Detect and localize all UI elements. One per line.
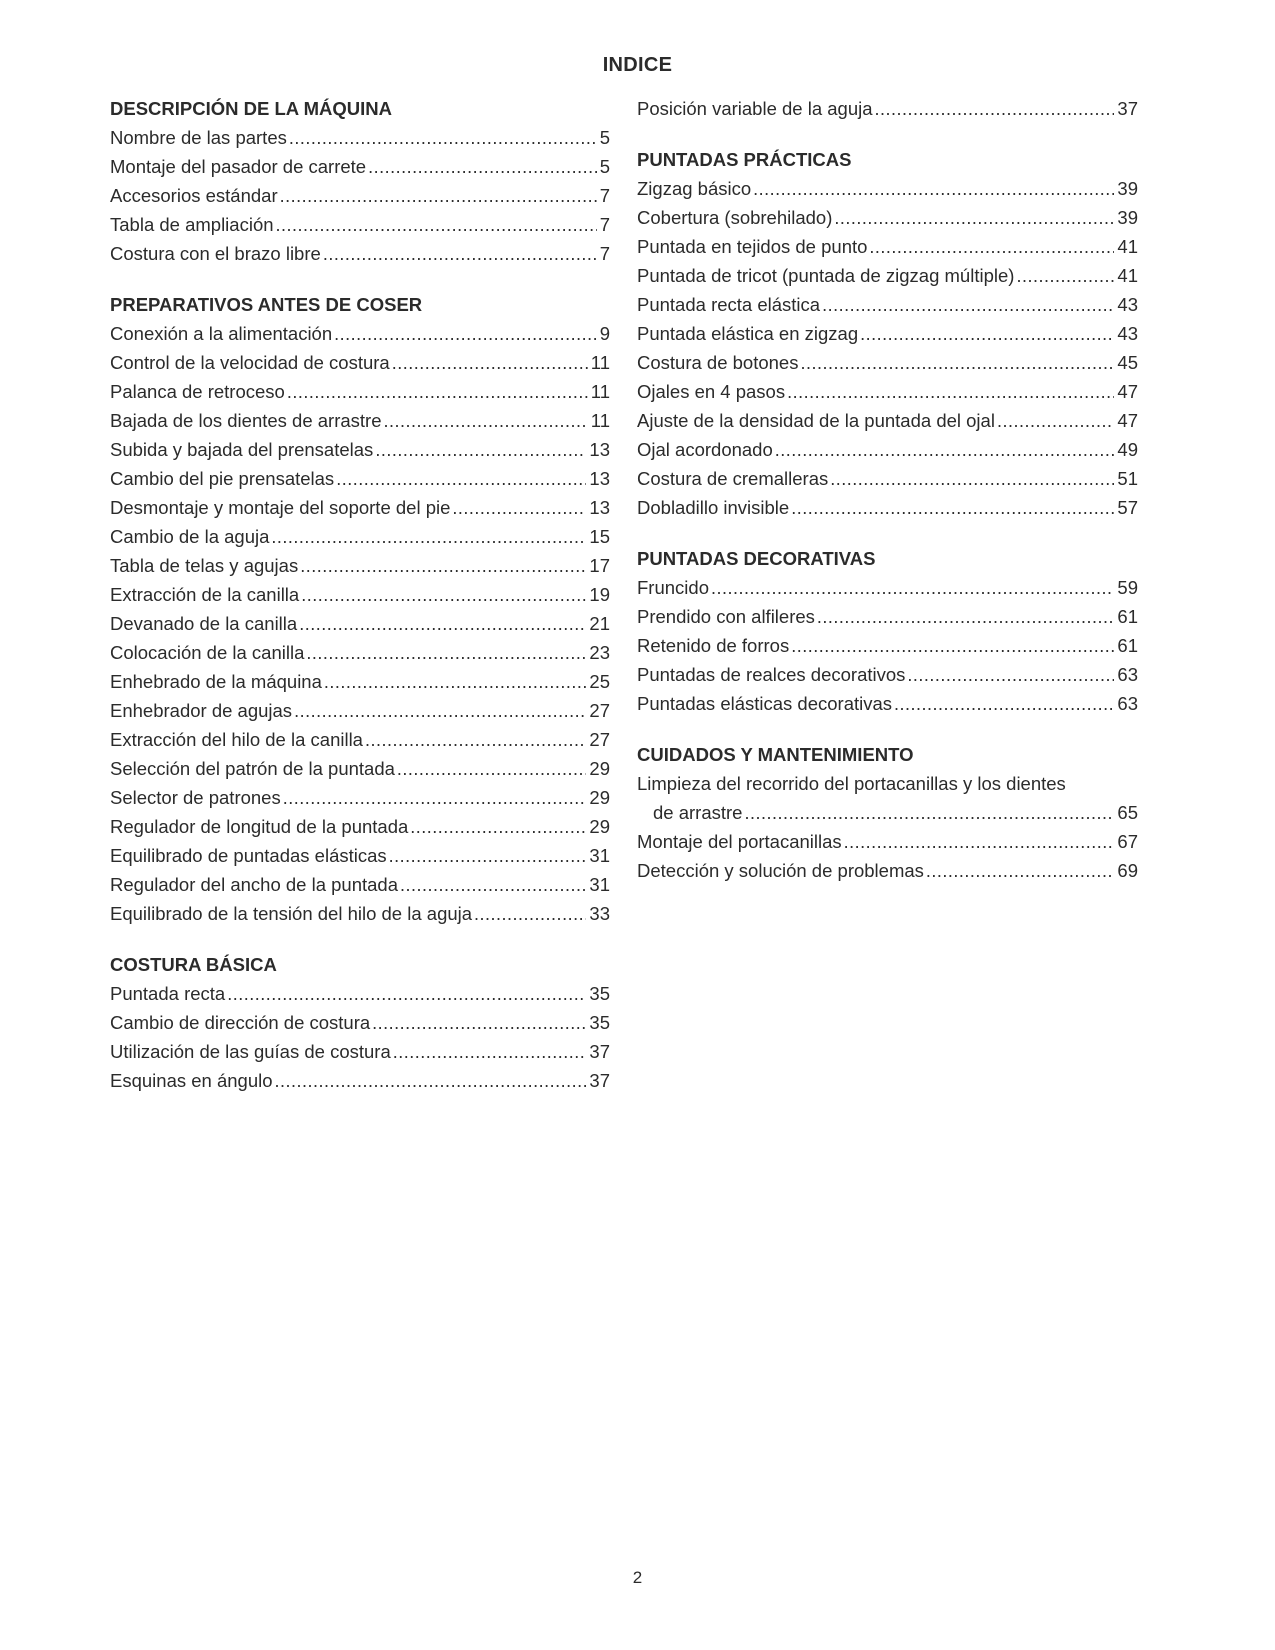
toc-entry[interactable] <box>110 435 610 464</box>
entry-page: 21 <box>589 613 610 634</box>
entry-label: Puntadas elásticas decorativas <box>637 693 893 714</box>
entry-label: de arrastre <box>653 802 743 823</box>
dot-leader <box>392 349 588 378</box>
entry-label: Selección del patrón de la puntada <box>110 758 395 779</box>
toc-section-cuidados <box>637 740 1138 885</box>
section-heading: PUNTADAS PRÁCTICAS <box>637 149 852 170</box>
toc-entry[interactable] <box>637 798 1138 827</box>
dot-leader <box>336 465 586 494</box>
dot-leader <box>775 436 1115 465</box>
entry-page: 43 <box>1117 323 1138 344</box>
toc-entry-first-line[interactable]: Limpieza del recorrido del portacanillas y los dientes <box>637 773 1066 794</box>
dot-leader <box>711 574 1114 603</box>
entry-label: Regulador del ancho de la puntada <box>110 874 399 895</box>
entry-page: 31 <box>589 874 610 895</box>
toc-entry[interactable] <box>110 696 610 725</box>
entry-label: Desmontaje y montaje del soporte del pie <box>110 497 451 518</box>
entry-page: 65 <box>1117 802 1138 823</box>
entry-label: Costura de botones <box>637 352 799 373</box>
toc-entry[interactable] <box>110 181 610 210</box>
entry-label: Control de la velocidad de costura <box>110 352 390 373</box>
dot-leader <box>817 603 1115 632</box>
toc-entry[interactable] <box>637 602 1138 631</box>
dot-leader <box>926 857 1115 886</box>
entry-label: Prendido con alfileres <box>637 606 815 627</box>
dot-leader <box>400 871 586 900</box>
page-title: INDICE <box>602 54 673 76</box>
entry-page: 41 <box>1117 265 1138 286</box>
entry-label: Colocación de la canilla <box>110 642 305 663</box>
entry-page: 57 <box>1117 497 1138 518</box>
entry-label: Regulador de longitud de la puntada <box>110 816 409 837</box>
toc-section-costura-basica <box>110 950 610 1095</box>
toc-entry[interactable] <box>110 667 610 696</box>
dot-leader <box>289 124 597 153</box>
entry-label: Cobertura (sobrehilado) <box>637 207 833 228</box>
toc-entry[interactable] <box>110 493 610 522</box>
toc-entry[interactable] <box>110 870 610 899</box>
entry-page: 51 <box>1117 468 1138 489</box>
toc-section-descripcion <box>110 94 610 268</box>
entry-label: Nombre de las partes <box>110 127 287 148</box>
entry-label: Subida y bajada del prensatelas <box>110 439 374 460</box>
entry-label: Cambio de dirección de costura <box>110 1012 371 1033</box>
entry-page: 15 <box>589 526 610 547</box>
toc-entry[interactable] <box>637 290 1138 319</box>
entry-label: Retenido de forros <box>637 635 790 656</box>
toc-entry[interactable] <box>637 856 1138 885</box>
entry-label: Conexión a la alimentación <box>110 323 333 344</box>
toc-entry[interactable] <box>110 1008 610 1037</box>
entry-page: 61 <box>1117 635 1138 656</box>
dot-leader <box>300 552 586 581</box>
dot-leader <box>787 378 1114 407</box>
entry-label: Puntada en tejidos de punto <box>637 236 868 257</box>
entry-label: Puntada recta <box>110 983 226 1004</box>
dot-leader <box>334 320 597 349</box>
entry-label: Devanado de la canilla <box>110 613 298 634</box>
dot-leader <box>869 233 1114 262</box>
toc-entry[interactable] <box>110 210 610 239</box>
toc-entry[interactable] <box>637 94 1138 123</box>
entry-page: 7 <box>599 243 610 264</box>
toc-section-puntadas-decorativas <box>637 544 1138 718</box>
dot-leader <box>744 799 1114 828</box>
section-heading: PREPARATIVOS ANTES DE COSER <box>110 294 423 315</box>
entry-page: 59 <box>1117 577 1138 598</box>
entry-page: 47 <box>1117 410 1138 431</box>
toc-section-preparativos <box>110 290 610 928</box>
entry-page: 27 <box>589 700 610 721</box>
dot-leader <box>894 690 1114 719</box>
entry-label: Bajada de los dientes de arrastre <box>110 410 382 431</box>
dot-leader <box>397 755 587 784</box>
entry-page: 63 <box>1117 664 1138 685</box>
toc-entry[interactable] <box>110 979 610 1008</box>
toc-entry[interactable] <box>110 609 610 638</box>
entry-label: Montaje del pasador de carrete <box>110 156 367 177</box>
toc-entry[interactable] <box>637 827 1138 856</box>
toc-entry[interactable] <box>110 406 610 435</box>
entry-page: 11 <box>590 352 610 373</box>
entry-page: 27 <box>589 729 610 750</box>
toc-entry[interactable] <box>637 464 1138 493</box>
entry-page: 67 <box>1117 831 1138 852</box>
toc-section-continued <box>637 94 1138 123</box>
toc-entry[interactable] <box>110 377 610 406</box>
entry-label: Esquinas en ángulo <box>110 1070 273 1091</box>
toc-entry[interactable] <box>110 580 610 609</box>
toc-entry[interactable] <box>637 631 1138 660</box>
dot-leader <box>299 610 586 639</box>
entry-label: Costura con el brazo libre <box>110 243 321 264</box>
entry-page: 13 <box>589 439 610 460</box>
dot-leader <box>791 494 1114 523</box>
dot-leader <box>997 407 1114 436</box>
entry-label: Montaje del portacanillas <box>637 831 842 852</box>
entry-page: 13 <box>589 468 610 489</box>
entry-label: Ajuste de la densidad de la puntada del ojal <box>637 410 995 431</box>
toc-entry[interactable] <box>110 899 610 928</box>
dot-leader <box>384 407 588 436</box>
section-heading: DESCRIPCIÓN DE LA MÁQUINA <box>110 98 392 119</box>
entry-label: Costura de cremalleras <box>637 468 829 489</box>
toc-entry[interactable] <box>637 261 1138 290</box>
dot-leader <box>276 211 597 240</box>
entry-page: 35 <box>589 983 610 1004</box>
entry-label: Enhebrado de la máquina <box>110 671 322 692</box>
dot-leader <box>389 842 587 871</box>
toc-entry[interactable] <box>637 203 1138 232</box>
dot-leader <box>907 661 1114 690</box>
toc-entry[interactable] <box>637 174 1138 203</box>
toc-entry[interactable] <box>110 754 610 783</box>
toc-entry[interactable] <box>110 152 610 181</box>
dot-leader <box>323 240 597 269</box>
entry-page: 19 <box>589 584 610 605</box>
dot-leader <box>283 784 587 813</box>
toc-entry[interactable] <box>110 783 610 812</box>
toc-entry[interactable] <box>110 638 610 667</box>
entry-page: 13 <box>589 497 610 518</box>
entry-label: Fruncido <box>637 577 709 598</box>
entry-page: 61 <box>1117 606 1138 627</box>
entry-label: Equilibrado de la tensión del hilo de la aguja <box>110 903 473 924</box>
dot-leader <box>830 465 1114 494</box>
entry-page: 29 <box>589 787 610 808</box>
entry-page: 63 <box>1117 693 1138 714</box>
entry-label: Selector de patrones <box>110 787 281 808</box>
toc-entry[interactable] <box>110 522 610 551</box>
dot-leader <box>368 153 597 182</box>
dot-leader <box>275 1067 587 1096</box>
dot-leader <box>294 697 586 726</box>
entry-page: 7 <box>599 214 610 235</box>
entry-label: Ojal acordonado <box>637 439 773 460</box>
entry-label: Extracción del hilo de la canilla <box>110 729 363 750</box>
toc-entry[interactable] <box>110 725 610 754</box>
dot-leader <box>324 668 587 697</box>
dot-leader <box>844 828 1115 857</box>
entry-page: 39 <box>1117 178 1138 199</box>
dot-leader <box>875 95 1115 124</box>
toc-entry[interactable] <box>637 319 1138 348</box>
entry-label: Puntadas de realces decorativos <box>637 664 906 685</box>
toc-section-puntadas-practicas <box>637 145 1138 522</box>
entry-label: Tabla de telas y agujas <box>110 555 299 576</box>
entry-page: 11 <box>590 381 610 402</box>
toc-entry[interactable] <box>637 660 1138 689</box>
dot-leader <box>301 581 586 610</box>
toc-entry[interactable] <box>637 406 1138 435</box>
entry-page: 7 <box>599 185 610 206</box>
entry-label: Enhebrador de agujas <box>110 700 293 721</box>
dot-leader <box>393 1038 587 1067</box>
entry-label: Puntada de tricot (puntada de zigzag múltiple) <box>637 265 1015 286</box>
entry-page: 25 <box>589 671 610 692</box>
entry-page: 33 <box>589 903 610 924</box>
dot-leader <box>822 291 1114 320</box>
entry-label: Tabla de ampliación <box>110 214 274 235</box>
section-heading: CUIDADOS Y MANTENIMIENTO <box>637 744 914 765</box>
dot-leader <box>287 378 588 407</box>
dot-leader <box>365 726 586 755</box>
dot-leader <box>452 494 586 523</box>
entry-page: 29 <box>589 758 610 779</box>
dot-leader <box>227 980 586 1009</box>
dot-leader <box>410 813 586 842</box>
entry-label: Accesorios estándar <box>110 185 278 206</box>
entry-page: 17 <box>589 555 610 576</box>
entry-page: 11 <box>590 410 610 431</box>
toc-entry[interactable] <box>110 239 610 268</box>
dot-leader <box>306 639 586 668</box>
entry-label: Equilibrado de puntadas elásticas <box>110 845 387 866</box>
dot-leader <box>860 320 1114 349</box>
dot-leader <box>372 1009 586 1038</box>
entry-label: Puntada recta elástica <box>637 294 821 315</box>
entry-page: 39 <box>1117 207 1138 228</box>
dot-leader <box>474 900 586 929</box>
entry-page: 31 <box>589 845 610 866</box>
entry-label: Dobladillo invisible <box>637 497 790 518</box>
section-heading: PUNTADAS DECORATIVAS <box>637 548 876 569</box>
entry-page: 5 <box>599 156 610 177</box>
entry-page: 35 <box>589 1012 610 1033</box>
dot-leader <box>375 436 586 465</box>
entry-label: Puntada elástica en zigzag <box>637 323 859 344</box>
entry-page: 5 <box>599 127 610 148</box>
toc-right-column <box>637 94 1138 907</box>
dot-leader <box>753 175 1114 204</box>
toc-entry[interactable] <box>637 689 1138 718</box>
entry-label: Posición variable de la aguja <box>637 98 873 119</box>
dot-leader <box>800 349 1114 378</box>
entry-label: Ojales en 4 pasos <box>637 381 786 402</box>
entry-label: Utilización de las guías de costura <box>110 1041 391 1062</box>
toc-entry[interactable] <box>110 1037 610 1066</box>
toc-entry[interactable] <box>637 348 1138 377</box>
entry-page: 37 <box>589 1070 610 1091</box>
toc-entry[interactable] <box>110 551 610 580</box>
toc-entry[interactable] <box>110 1066 610 1095</box>
entry-page: 37 <box>589 1041 610 1062</box>
entry-page: 45 <box>1117 352 1138 373</box>
entry-page: 29 <box>589 816 610 837</box>
entry-page: 47 <box>1117 381 1138 402</box>
toc-entry[interactable] <box>110 812 610 841</box>
entry-page: 49 <box>1117 439 1138 460</box>
toc-entry[interactable] <box>110 319 610 348</box>
page-number: 2 <box>632 1568 643 1587</box>
dot-leader <box>791 632 1114 661</box>
toc-entry[interactable] <box>110 464 610 493</box>
entry-page: 41 <box>1117 236 1138 257</box>
section-heading: COSTURA BÁSICA <box>110 954 277 975</box>
dot-leader <box>1016 262 1114 291</box>
toc-entry[interactable] <box>637 232 1138 261</box>
toc-left-column <box>110 94 610 1117</box>
entry-label: Cambio de la aguja <box>110 526 270 547</box>
dot-leader <box>834 204 1114 233</box>
dot-leader <box>271 523 586 552</box>
entry-label: Detección y solución de problemas <box>637 860 924 881</box>
entry-label: Palanca de retroceso <box>110 381 285 402</box>
entry-page: 23 <box>589 642 610 663</box>
toc-entry[interactable] <box>637 493 1138 522</box>
toc-entry[interactable] <box>110 841 610 870</box>
entry-page: 37 <box>1117 98 1138 119</box>
toc-entry[interactable] <box>637 573 1138 602</box>
toc-entry[interactable] <box>110 123 610 152</box>
entry-label: Extracción de la canilla <box>110 584 300 605</box>
entry-page: 69 <box>1117 860 1138 881</box>
entry-page: 9 <box>599 323 610 344</box>
toc-entry[interactable] <box>110 348 610 377</box>
entry-page: 43 <box>1117 294 1138 315</box>
entry-label: Cambio del pie prensatelas <box>110 468 335 489</box>
entry-label: Zigzag básico <box>637 178 752 199</box>
toc-entry[interactable] <box>637 435 1138 464</box>
toc-entry[interactable] <box>637 377 1138 406</box>
dot-leader <box>280 182 597 211</box>
